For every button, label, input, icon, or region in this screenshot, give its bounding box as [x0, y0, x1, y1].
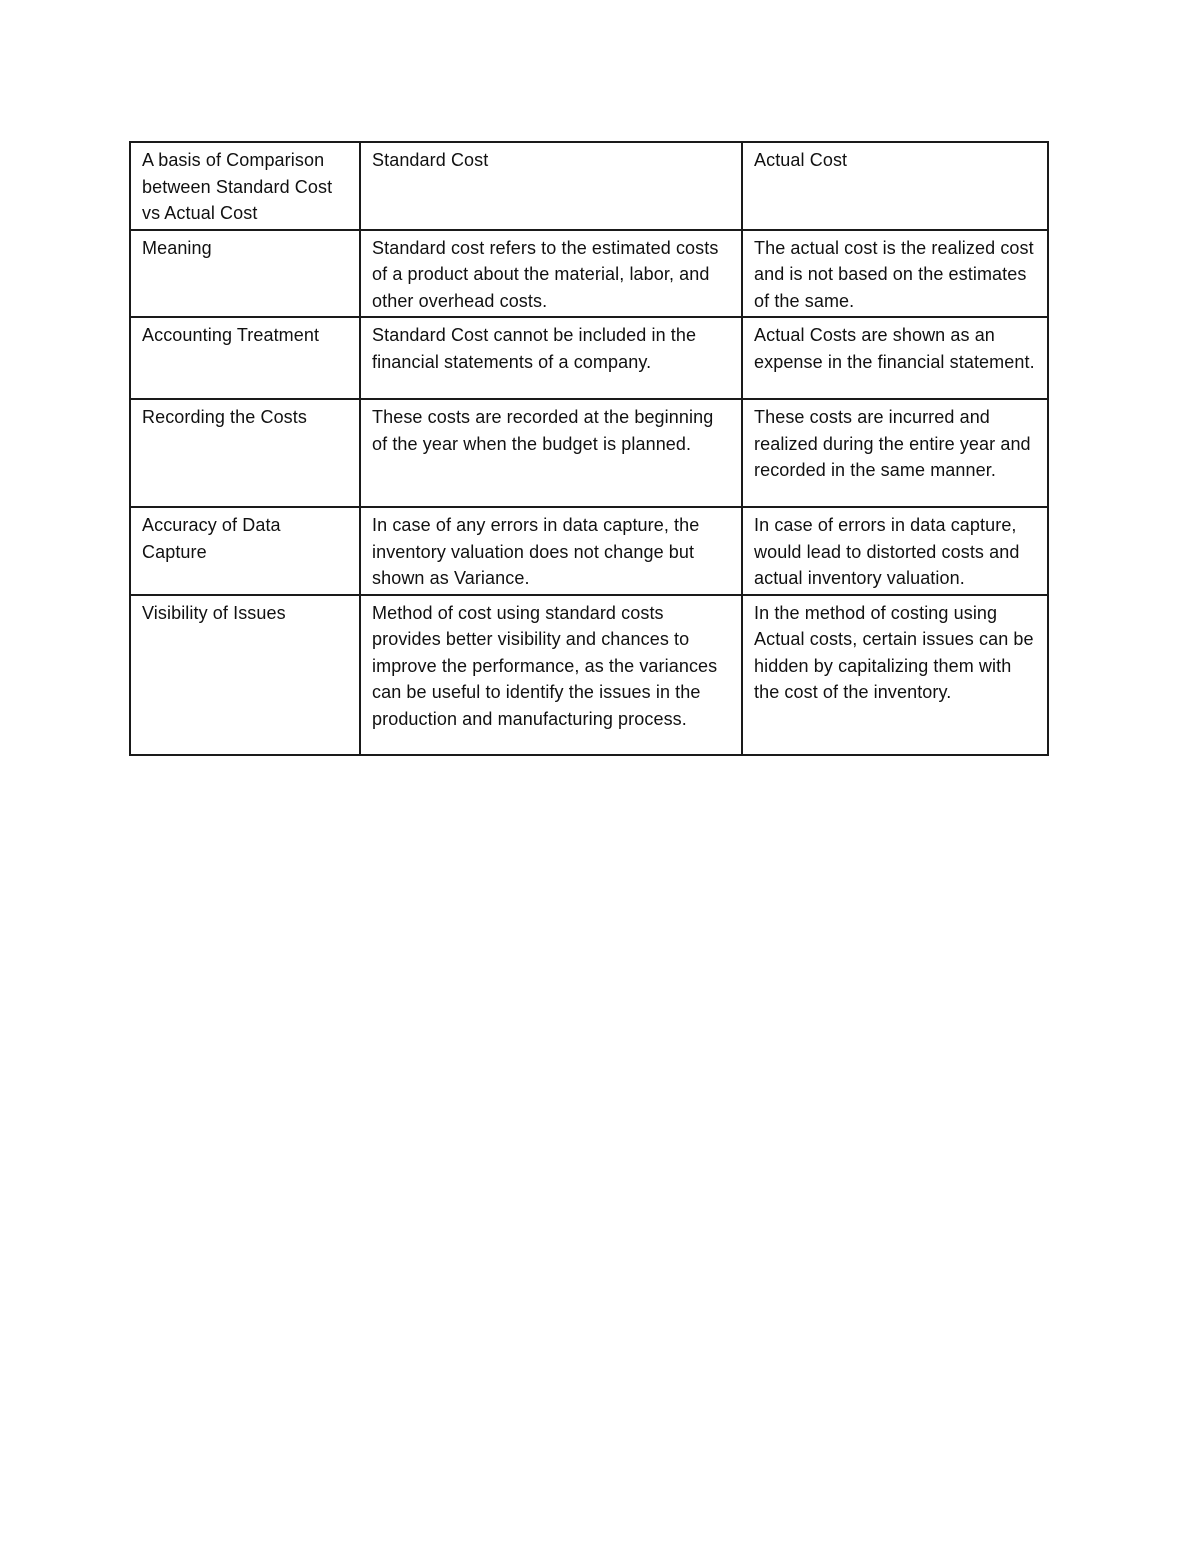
- row-standard-cell: Method of cost using standard costs provides better visibility and chances to improve the performance, as the variances can be useful to identify the issues in the production and manufacturing process.: [360, 595, 742, 755]
- row-standard-cell: These costs are recorded at the beginning of the year when the budget is planned.: [360, 399, 742, 507]
- row-actual-cell: These costs are incurred and realized during the entire year and recorded in the same manner.: [742, 399, 1048, 507]
- row-standard-cell: Standard cost refers to the estimated costs of a product about the material, labor, and other overhead costs.: [360, 230, 742, 318]
- comparison-table: [129, 141, 1049, 756]
- row-standard-cell: In case of any errors in data capture, the inventory valuation does not change but shown as Variance.: [360, 507, 742, 595]
- table-row: [130, 595, 1048, 755]
- row-actual-cell: The actual cost is the realized cost and is not based on the estimates of the same.: [742, 230, 1048, 318]
- table-row: [130, 230, 1048, 318]
- row-standard-cell: Standard Cost cannot be included in the financial statements of a company.: [360, 317, 742, 399]
- row-basis-cell: Meaning: [130, 230, 360, 318]
- row-basis-cell: Accuracy of Data Capture: [130, 507, 360, 595]
- row-actual-cell: In case of errors in data capture, would lead to distorted costs and actual inventory valuation.: [742, 507, 1048, 595]
- row-actual-cell: Actual Costs are shown as an expense in the financial statement.: [742, 317, 1048, 399]
- table-row: [130, 507, 1048, 595]
- header-cell-actual-cost: Actual Cost: [742, 142, 1048, 230]
- table-row: [130, 317, 1048, 399]
- table-row: [130, 399, 1048, 507]
- header-cell-standard-cost: Standard Cost: [360, 142, 742, 230]
- row-basis-cell: Accounting Treatment: [130, 317, 360, 399]
- table-header-row: [130, 142, 1048, 230]
- row-basis-cell: Recording the Costs: [130, 399, 360, 507]
- row-basis-cell: Visibility of Issues: [130, 595, 360, 755]
- header-cell-basis: A basis of Comparison between Standard Cost vs Actual Cost: [130, 142, 360, 230]
- row-actual-cell: In the method of costing using Actual costs, certain issues can be hidden by capitalizing them with the cost of the inventory.: [742, 595, 1048, 755]
